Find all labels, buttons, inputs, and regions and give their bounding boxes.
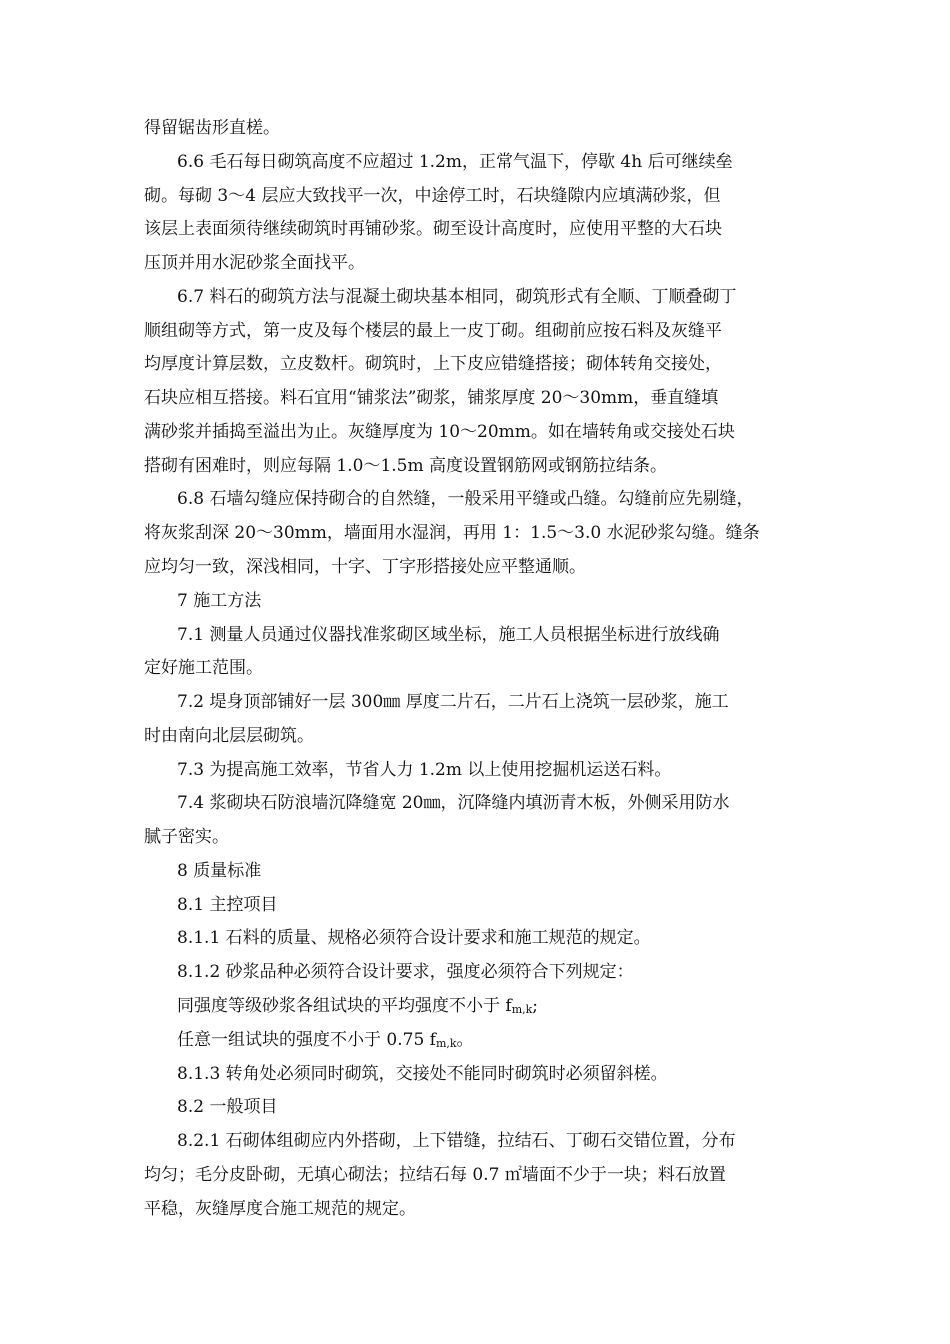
- formula-line-average: [177, 996, 538, 1020]
- text-line: 搭砌有困难时，则应每隔 1.0～1.5m 高度设置钢筋网或钢筋拉结条。: [144, 456, 667, 476]
- section-heading-8: 8 质量标准: [177, 861, 262, 881]
- text-line: 该层上表面须待继续砌筑时再铺砂浆。砌至设计高度时，应使用平整的大石块: [144, 219, 722, 239]
- paragraph-6-8: 6.8 石墙勾缝应保持砌合的自然缝，一般采用平缝或凸缝。勾缝前应先剔缝，: [177, 489, 754, 509]
- text-line: 均匀；毛分皮卧砌，无填心砌法；拉结石每 0.7 ㎡墙面不少于一块；料石放置: [144, 1165, 726, 1185]
- text-line: 顺组砌等方式，第一皮及每个楼层的最上一皮丁砌。组砌前应按石料及灰缝平: [144, 321, 722, 341]
- formula-end: 。: [456, 1030, 474, 1050]
- subheading-8-1: 8.1 主控项目: [177, 895, 278, 915]
- paragraph-6-6: 6.6 毛石每日砌筑高度不应超过 1.2m，正常气温下，停歇 4h 后可继续垒: [177, 152, 733, 172]
- text-line: 腻子密实。: [144, 827, 229, 847]
- paragraph-7-4: 7.4 浆砌块石防浪墙沉降缝宽 20㎜，沉降缝内填沥青木板，外侧采用防水: [177, 793, 730, 813]
- text-line: 石块应相互搭接。料石宜用“铺浆法”砌浆，铺浆厚度 20～30mm，垂直缝填: [144, 388, 719, 408]
- text-line: 压顶并用水泥砂浆全面找平。: [144, 253, 365, 273]
- formula-text: 任意一组试块的强度不小于 0.75 f: [177, 1030, 436, 1050]
- section-heading-7: 7 施工方法: [177, 591, 262, 611]
- subheading-8-2: 8.2 一般项目: [177, 1097, 278, 1117]
- paragraph-6-7: 6.7 料石的砌筑方法与混凝土砌块基本相同，砌筑形式有全顺、丁顺叠砌丁: [177, 287, 737, 307]
- text-line: 平稳，灰缝厚度合施工规范的规定。: [144, 1199, 416, 1219]
- paragraph-7-3: 7.3 为提高施工效率，节省人力 1.2m 以上使用挖掘机运送石料。: [177, 760, 672, 780]
- paragraph-8-1-2: 8.1.2 砂浆品种必须符合设计要求，强度必须符合下列规定：: [177, 962, 634, 982]
- paragraph-7-2: 7.2 堤身顶部铺好一层 300㎜ 厚度二片石，二片石上浇筑一层砂浆，施工: [177, 692, 729, 712]
- formula-line-single: [177, 1030, 474, 1054]
- paragraph-8-1-1: 8.1.1 石料的质量、规格必须符合设计要求和施工规范的规定。: [177, 928, 651, 948]
- text-line: 应均匀一致，深浅相同，十字、丁字形搭接处应平整通顺。: [144, 557, 586, 577]
- paragraph-8-2-1: 8.2.1 石砌体组砌应内外搭砌，上下错缝，拉结石、丁砌石交错位置，分布: [177, 1131, 736, 1151]
- formula-subscript: m,k: [511, 1003, 533, 1016]
- formula-end: ;: [532, 996, 539, 1016]
- text-line: 得留锯齿形直槎。: [144, 118, 280, 138]
- text-line: 砌。每砌 3～4 层应大致找平一次，中途停工时，石块缝隙内应填满砂浆，但: [144, 186, 721, 206]
- text-line: 定好施工范围。: [144, 658, 263, 678]
- formula-text: 同强度等级砂浆各组试块的平均强度不小于 f: [177, 996, 512, 1016]
- formula-subscript: m,k: [435, 1037, 457, 1050]
- paragraph-8-1-3: 8.1.3 转角处必须同时砌筑，交接处不能同时砌筑时必须留斜槎。: [177, 1064, 668, 1084]
- text-line: 时由南向北层层砌筑。: [144, 726, 314, 746]
- text-line: 均厚度计算层数，立皮数杆。砌筑时，上下皮应错缝搭接；砌体转角交接处，: [144, 354, 722, 374]
- paragraph-7-1: 7.1 测量人员通过仪器找准浆砌区域坐标，施工人员根据坐标进行放线确: [177, 625, 720, 645]
- text-line: 将灰浆刮深 20～30mm，墙面用水湿润，再用 1：1.5～3.0 水泥砂浆勾缝。缝条: [144, 523, 760, 543]
- text-line: 满砂浆并插捣至溢出为止。灰缝厚度为 10～20mm。如在墙转角或交接处石块: [144, 422, 735, 442]
